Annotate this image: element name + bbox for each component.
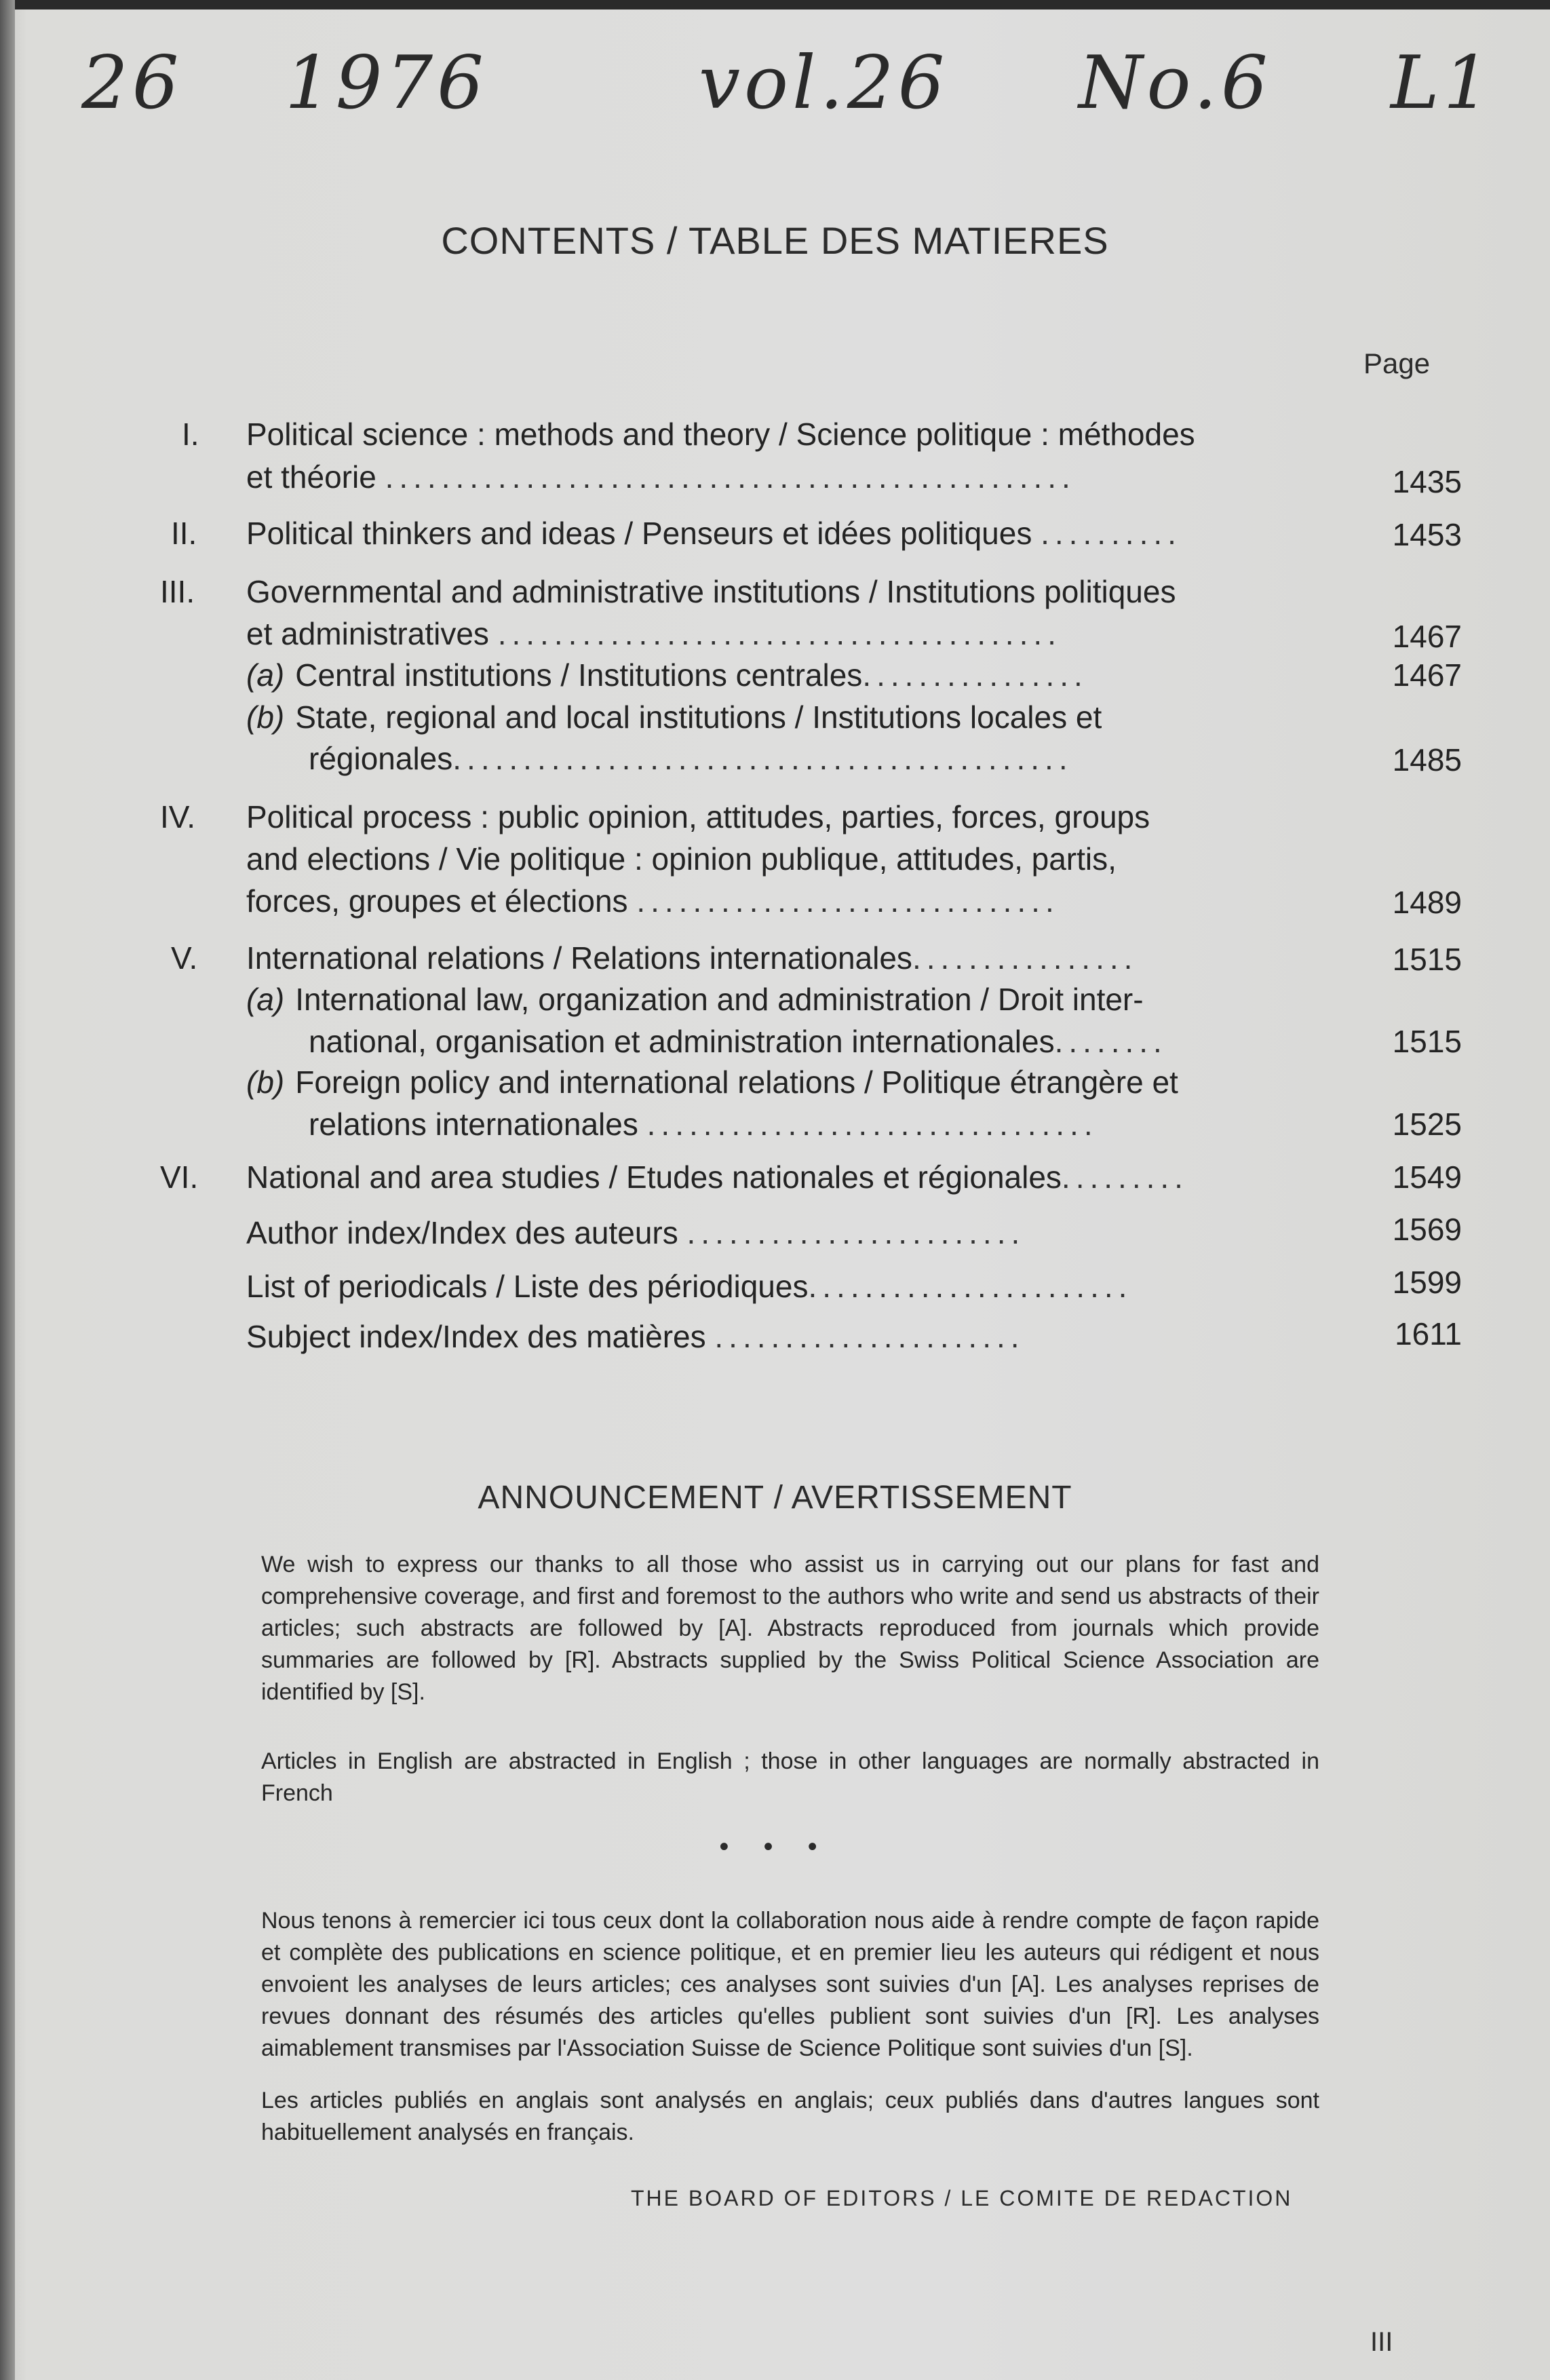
- toc-entry-text: and elections / Vie politique : opinion publique, attitudes, partis,: [246, 841, 1117, 877]
- announcement-paragraph-fr-note: Les articles publiés en anglais sont analysés en anglais; ceux publiés dans d'autres langues sont habituellement analysés en français.: [261, 2088, 1319, 2145]
- toc-page-number: 1485: [1392, 742, 1462, 778]
- toc-subentry: [246, 979, 1144, 1020]
- toc-entry-text: [309, 738, 1073, 779]
- toc-entry-label: et théorie: [246, 459, 376, 495]
- announcement-paragraph-fr: Nous tenons à remercier ici tous ceux dont la collaboration nous aide à rendre compte de façon rapide et complète des publications en science politique, et en premier lieu les auteurs qui rédigent et nous envoient les analyses de leurs articles; ces analyses sont suivies d'un [A]. Les analyses reprises de revues donnant des résumés des articles qu'elles publient sont suivies d'un [R]. Les analyses aimablement transmises par l'Association Suisse de Science Politique sont suivies d'un [S].: [261, 1908, 1319, 2061]
- subsection-label: (a): [246, 982, 285, 1017]
- announcement-paragraph-en-note: Articles in English are abstracted in English ; those in other languages are normally abstracted in French: [261, 1748, 1319, 1806]
- toc-subentry: [246, 655, 1088, 695]
- toc-page-number: 1435: [1392, 464, 1462, 499]
- announcement-title: ANNOUNCEMENT / AVERTISSEMENT: [478, 1480, 1072, 1516]
- section-number: VI.: [160, 1159, 199, 1195]
- toc-entry-label: Foreign policy and international relations / Politique étrangère et: [295, 1064, 1178, 1100]
- toc-entry-text: [246, 881, 1060, 921]
- handwritten-issue: No.6: [1079, 41, 1272, 126]
- toc-page-number: 1599: [1392, 1265, 1462, 1300]
- section-number: II.: [171, 516, 197, 551]
- leader-dots: ............................................: [452, 741, 1073, 776]
- leader-dots: ................: [912, 940, 1138, 976]
- leader-dots: ........: [1054, 1024, 1167, 1059]
- section-separator: • • •: [719, 1832, 831, 1862]
- handwritten-year: 1976: [285, 41, 488, 126]
- toc-entry-text: [246, 1157, 1188, 1197]
- toc-entry-label: Political thinkers and ideas / Penseurs et idées politiques: [246, 516, 1032, 551]
- scan-edge-top: [0, 0, 1550, 9]
- toc-entry-label: State, regional and local institutions / Institutions locales et: [295, 699, 1102, 735]
- toc-entry-label: forces, groupes et élections: [246, 883, 628, 919]
- toc-page-number: 1549: [1392, 1159, 1462, 1195]
- toc-entry-label: régionales: [309, 741, 453, 776]
- leader-dots: .................................................: [385, 459, 1076, 495]
- section-number: I.: [182, 417, 199, 452]
- scan-edge-left: [0, 0, 15, 2380]
- toc-page-number: 1467: [1392, 619, 1462, 654]
- toc-page-number: 1467: [1392, 657, 1462, 693]
- toc-entry-label: Author index/Index des auteurs: [246, 1215, 678, 1250]
- handwritten-number: 26: [81, 41, 183, 126]
- page-column-header: Page: [1363, 347, 1431, 379]
- toc-page-number: 1515: [1392, 1024, 1462, 1059]
- toc-entry-text: [309, 1104, 1098, 1145]
- toc-entry-label: Central institutions / Institutions centrales: [295, 657, 863, 693]
- toc-entry-label: International relations / Relations internationales: [246, 940, 912, 976]
- toc-subentry: [246, 1062, 1178, 1102]
- leader-dots: ........................: [686, 1215, 1026, 1250]
- toc-entry-label: International law, organization and administration / Droit inter-: [295, 982, 1144, 1017]
- toc-entry-text: Political process : public opinion, attitudes, parties, forces, groups: [246, 799, 1150, 834]
- subsection-label: (b): [246, 1064, 285, 1100]
- handwritten-volume: vol.26: [699, 41, 949, 126]
- toc-page-number: 1489: [1392, 885, 1462, 920]
- toc-entry-label: Subject index/Index des matières: [246, 1319, 706, 1354]
- toc-page-number: 1515: [1392, 942, 1462, 977]
- leader-dots: ......................: [714, 1319, 1025, 1354]
- leader-dots: ................................: [646, 1107, 1098, 1142]
- leader-dots: .......................: [808, 1269, 1133, 1304]
- toc-entry-text: [246, 1316, 1025, 1357]
- leader-dots: .........: [1061, 1159, 1188, 1195]
- toc-entry-text: Governmental and administrative institutions / Institutions politiques: [246, 574, 1176, 609]
- toc-entry-text: [246, 513, 1182, 554]
- toc-subentry: [246, 697, 1102, 737]
- contents-title: CONTENTS / TABLE DES MATIERES: [441, 219, 1109, 262]
- toc-entry-text: [246, 1212, 1025, 1253]
- section-number: V.: [171, 940, 198, 976]
- leader-dots: ........................................: [497, 616, 1062, 651]
- subsection-label: (b): [246, 699, 285, 735]
- toc-page-number: 1569: [1392, 1212, 1462, 1247]
- page-folio: III: [1370, 2327, 1393, 2357]
- handwritten-code: L1: [1391, 41, 1494, 126]
- leader-dots: ................: [862, 657, 1088, 693]
- section-number: IV.: [160, 799, 196, 834]
- toc-entry-text: [309, 1021, 1167, 1062]
- toc-entry-label: et administratives: [246, 616, 489, 651]
- toc-entry-text: [246, 938, 1138, 978]
- toc-page-number: 1453: [1392, 517, 1462, 552]
- subsection-label: (a): [246, 657, 285, 693]
- toc-entry-label: National and area studies / Etudes nationales et régionales: [246, 1159, 1062, 1195]
- announcement-paragraph-en: We wish to express our thanks to all those who assist us in carrying out our plans for fast and comprehensive coverage, and first and foremost to the authors who write and send us abstracts of their articles; such abstracts are followed by [A]. Abstracts reproduced from journals which provide summaries are followed by [R]. Abstracts supplied by the Swiss Political Science Association are identified by [S].: [261, 1552, 1319, 1705]
- toc-page-number: 1525: [1392, 1107, 1462, 1142]
- toc-entry-text: [246, 613, 1062, 654]
- toc-entry-text: [246, 457, 1076, 497]
- toc-entry-label: national, organisation et administration internationales: [309, 1024, 1055, 1059]
- toc-entry-label: List of periodicals / Liste des périodiques: [246, 1269, 809, 1304]
- leader-dots: ..............................: [636, 883, 1060, 919]
- toc-entry-text: Political science : methods and theory / Science politique : méthodes: [246, 417, 1195, 452]
- editors-signature: THE BOARD OF EDITORS / LE COMITE DE REDACTION: [631, 2186, 1293, 2210]
- section-number: III.: [160, 574, 195, 609]
- toc-page-number: 1611: [1395, 1316, 1462, 1351]
- leader-dots: ..........: [1041, 516, 1182, 551]
- toc-entry-text: [246, 1266, 1132, 1307]
- toc-entry-label: relations internationales: [309, 1107, 638, 1142]
